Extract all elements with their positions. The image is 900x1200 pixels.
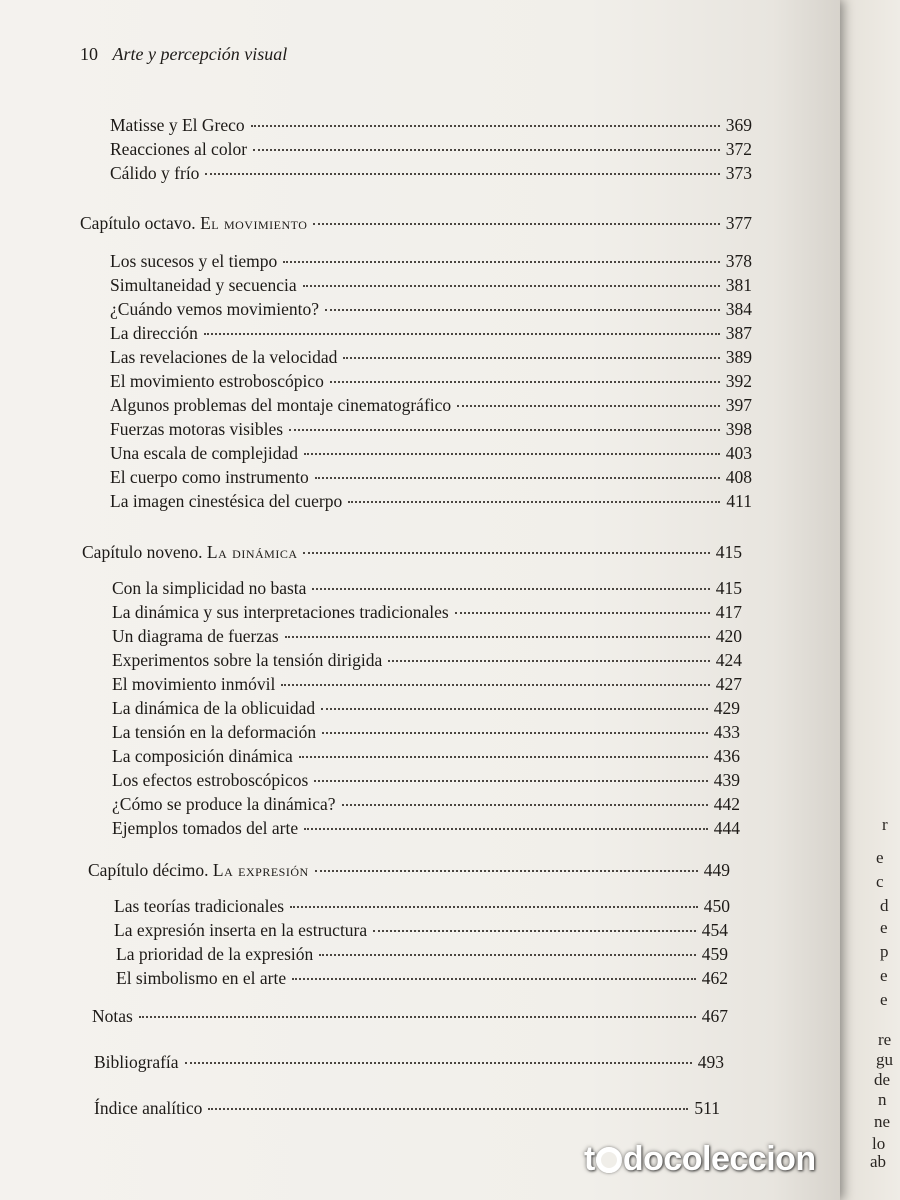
toc-page-number: 424 xyxy=(715,650,742,670)
toc-entry xyxy=(110,250,752,272)
toc-entry xyxy=(112,601,742,623)
dot-leader xyxy=(304,828,708,830)
toc-entry xyxy=(110,114,752,136)
toc-entry-label: Las revelaciones de la velocidad xyxy=(110,347,338,367)
dot-leader xyxy=(205,173,719,175)
toc-entry-label: La dinámica y sus interpretaciones tradicionales xyxy=(112,602,449,622)
toc-entry-label: La dirección xyxy=(110,323,198,343)
dot-leader xyxy=(283,261,720,263)
toc-page-number: 454 xyxy=(701,920,728,940)
toc-page-number: 417 xyxy=(715,602,742,622)
dot-leader xyxy=(312,588,709,590)
dot-leader xyxy=(373,930,696,932)
toc-page-number: 436 xyxy=(713,746,740,766)
toc-page-number: 377 xyxy=(725,213,752,233)
dot-leader xyxy=(319,954,695,956)
toc-page-number: 493 xyxy=(697,1052,724,1072)
toc-entry xyxy=(110,466,752,488)
adjacent-page-text: de xyxy=(874,1070,891,1089)
toc-page-number: 408 xyxy=(725,467,752,487)
toc-entry-label: Bibliografía xyxy=(94,1052,179,1072)
toc-page-number: 397 xyxy=(725,395,752,415)
dot-leader xyxy=(342,804,708,806)
chapter-title: La expresión xyxy=(212,860,309,880)
toc-page-number: 415 xyxy=(715,578,742,598)
dot-leader xyxy=(208,1108,688,1110)
toc-page-number: 444 xyxy=(713,818,740,838)
dot-leader xyxy=(321,708,708,710)
toc-chapter-entry xyxy=(94,1051,724,1073)
toc-entry-label: El cuerpo como instrumento xyxy=(110,467,309,487)
toc-page-number: 415 xyxy=(715,542,742,562)
dot-leader xyxy=(457,405,720,407)
dot-leader xyxy=(289,429,720,431)
toc-entry-label: Notas xyxy=(92,1006,133,1026)
watermark-prefix: t xyxy=(584,1140,595,1178)
toc-entry xyxy=(112,793,740,815)
dot-leader xyxy=(185,1062,692,1064)
dot-leader xyxy=(253,149,720,151)
toc-entry xyxy=(110,274,752,296)
dot-leader xyxy=(314,780,707,782)
toc-page-number: 384 xyxy=(725,299,752,319)
toc-page-number: 420 xyxy=(715,626,742,646)
watermark-logo-icon xyxy=(596,1147,622,1173)
adjacent-page-text: r xyxy=(882,815,888,834)
adjacent-page-text: e xyxy=(880,966,888,985)
toc-page-number: 411 xyxy=(726,491,752,511)
toc-entry xyxy=(110,346,752,368)
dot-leader xyxy=(292,978,696,980)
toc-entry xyxy=(116,943,728,965)
page-number: 10 xyxy=(80,44,98,64)
adjacent-page-text: c xyxy=(876,872,884,891)
toc-page-number: 439 xyxy=(713,770,740,790)
dot-leader xyxy=(304,453,720,455)
toc-page-number: 427 xyxy=(715,674,742,694)
toc-page-number: 381 xyxy=(725,275,752,295)
toc-page-number: 462 xyxy=(701,968,728,988)
dot-leader xyxy=(325,309,720,311)
dot-leader xyxy=(251,125,720,127)
toc-entry xyxy=(116,967,728,989)
toc-page-number: 369 xyxy=(725,115,752,135)
dot-leader xyxy=(455,612,710,614)
toc-entry-label: Las teorías tradicionales xyxy=(114,896,285,916)
toc-page-number: 392 xyxy=(725,371,752,391)
dot-leader xyxy=(299,756,708,758)
dot-leader xyxy=(388,660,710,662)
toc-entry xyxy=(112,649,742,671)
toc-page-number: 429 xyxy=(713,698,740,718)
toc-entry-label: La imagen cinestésica del cuerpo xyxy=(110,491,343,511)
adjacent-page-text: n xyxy=(878,1090,887,1109)
adjacent-page-text: ab xyxy=(870,1152,887,1171)
toc-entry-label: Una escala de complejidad xyxy=(110,443,299,463)
dot-leader xyxy=(330,381,720,383)
toc-chapter-entry xyxy=(82,541,742,563)
dot-leader xyxy=(139,1016,696,1018)
toc-page-number: 511 xyxy=(694,1098,720,1118)
chapter-prefix: Capítulo octavo. xyxy=(80,213,201,233)
dot-leader xyxy=(348,501,720,503)
toc-entry xyxy=(110,370,752,392)
toc-entry xyxy=(110,442,752,464)
toc-page-number: 449 xyxy=(703,860,730,880)
toc-entry-label: Algunos problemas del montaje cinematográfico xyxy=(110,395,452,415)
dot-leader xyxy=(303,552,709,554)
toc-entry xyxy=(112,817,740,839)
adjacent-page-text: p xyxy=(880,942,889,961)
toc-entry xyxy=(110,298,752,320)
toc-entry-label xyxy=(80,212,307,234)
toc-page-number: 433 xyxy=(713,722,740,742)
dot-leader xyxy=(204,333,720,335)
toc-entry-label: Ejemplos tomados del arte xyxy=(112,818,299,838)
chapter-prefix: Capítulo noveno. xyxy=(82,542,207,562)
toc-entry-label: La dinámica de la oblicuidad xyxy=(112,698,316,718)
toc-entry xyxy=(110,138,752,160)
toc-entry xyxy=(110,162,752,184)
toc-page-number: 450 xyxy=(703,896,730,916)
toc-entry xyxy=(114,895,730,917)
toc-entry xyxy=(112,769,740,791)
toc-entry-label: La tensión en la deformación xyxy=(112,722,317,742)
toc-entry xyxy=(112,577,742,599)
toc-entry-label: Los efectos estroboscópicos xyxy=(112,770,309,790)
watermark xyxy=(584,1140,816,1179)
dot-leader xyxy=(313,223,719,225)
toc-entry xyxy=(110,322,752,344)
adjacent-page-text: lo xyxy=(872,1134,886,1153)
toc-entry-label: Fuerzas motoras visibles xyxy=(110,419,284,439)
dot-leader xyxy=(281,684,709,686)
dot-leader xyxy=(303,285,720,287)
toc-page-number: 372 xyxy=(725,139,752,159)
toc-entry-label: Los sucesos y el tiempo xyxy=(110,251,278,271)
toc-entry-label: El simbolismo en el arte xyxy=(116,968,287,988)
toc-entry-label: Un diagrama de fuerzas xyxy=(112,626,279,646)
toc-entry xyxy=(112,745,740,767)
toc-entry-label: Cálido y frío xyxy=(110,163,200,183)
adjacent-page-text: gu xyxy=(876,1050,893,1069)
toc-entry-label: Matisse y El Greco xyxy=(110,115,245,135)
toc-page-number: 398 xyxy=(725,419,752,439)
adjacent-page-text: re xyxy=(878,1030,892,1049)
chapter-title: El movimiento xyxy=(200,213,308,233)
toc-chapter-entry xyxy=(92,1005,728,1027)
toc-entry xyxy=(112,625,742,647)
watermark-suffix: docoleccion xyxy=(622,1140,816,1178)
dot-leader xyxy=(315,477,720,479)
dot-leader xyxy=(343,357,719,359)
toc-entry-label: La prioridad de la expresión xyxy=(116,944,314,964)
toc-entry-label xyxy=(82,541,297,563)
toc-entry xyxy=(112,721,740,743)
toc-entry xyxy=(112,673,742,695)
toc-page-number: 378 xyxy=(725,251,752,271)
toc-page-number: 442 xyxy=(713,794,740,814)
toc-entry-label: ¿Cómo se produce la dinámica? xyxy=(112,794,336,814)
toc-entry xyxy=(110,418,752,440)
toc-entry xyxy=(114,919,728,941)
toc-chapter-entry xyxy=(80,212,752,234)
toc-page-number: 459 xyxy=(701,944,728,964)
toc-entry-label: Simultaneidad y secuencia xyxy=(110,275,297,295)
adjacent-page-text: e xyxy=(880,918,888,937)
toc-entry xyxy=(110,490,752,512)
toc-entry-label: Con la simplicidad no basta xyxy=(112,578,307,598)
dot-leader xyxy=(315,870,698,872)
adjacent-page-text: e xyxy=(876,848,884,867)
toc-page-number: 373 xyxy=(725,163,752,183)
toc-page-number: 467 xyxy=(701,1006,728,1026)
dot-leader xyxy=(285,636,710,638)
toc-entry-label: Experimentos sobre la tensión dirigida xyxy=(112,650,383,670)
toc-entry-label xyxy=(88,859,309,881)
book-title: Arte y percepción visual xyxy=(112,44,288,64)
toc-entry-label: ¿Cuándo vemos movimiento? xyxy=(110,299,319,319)
adjacent-page-text: e xyxy=(880,990,888,1009)
toc-entry-label: El movimiento inmóvil xyxy=(112,674,276,694)
chapter-prefix: Capítulo décimo. xyxy=(88,860,213,880)
toc-page-number: 403 xyxy=(725,443,752,463)
adjacent-page-text: d xyxy=(880,896,889,915)
toc-chapter-entry xyxy=(88,859,730,881)
toc-entry xyxy=(110,394,752,416)
toc-entry-label: La expresión inserta en la estructura xyxy=(114,920,368,940)
toc-entry xyxy=(112,697,740,719)
chapter-title: La dinámica xyxy=(206,542,298,562)
toc-page-number: 387 xyxy=(725,323,752,343)
dot-leader xyxy=(322,732,708,734)
toc-page-number: 389 xyxy=(725,347,752,367)
dot-leader xyxy=(290,906,698,908)
toc-entry-label: El movimiento estroboscópico xyxy=(110,371,324,391)
toc-chapter-entry xyxy=(94,1097,720,1119)
toc-entry-label: La composición dinámica xyxy=(112,746,293,766)
toc-entry-label: Índice analítico xyxy=(94,1098,203,1118)
toc-entry-label: Reacciones al color xyxy=(110,139,248,159)
adjacent-page-text: ne xyxy=(874,1112,891,1131)
